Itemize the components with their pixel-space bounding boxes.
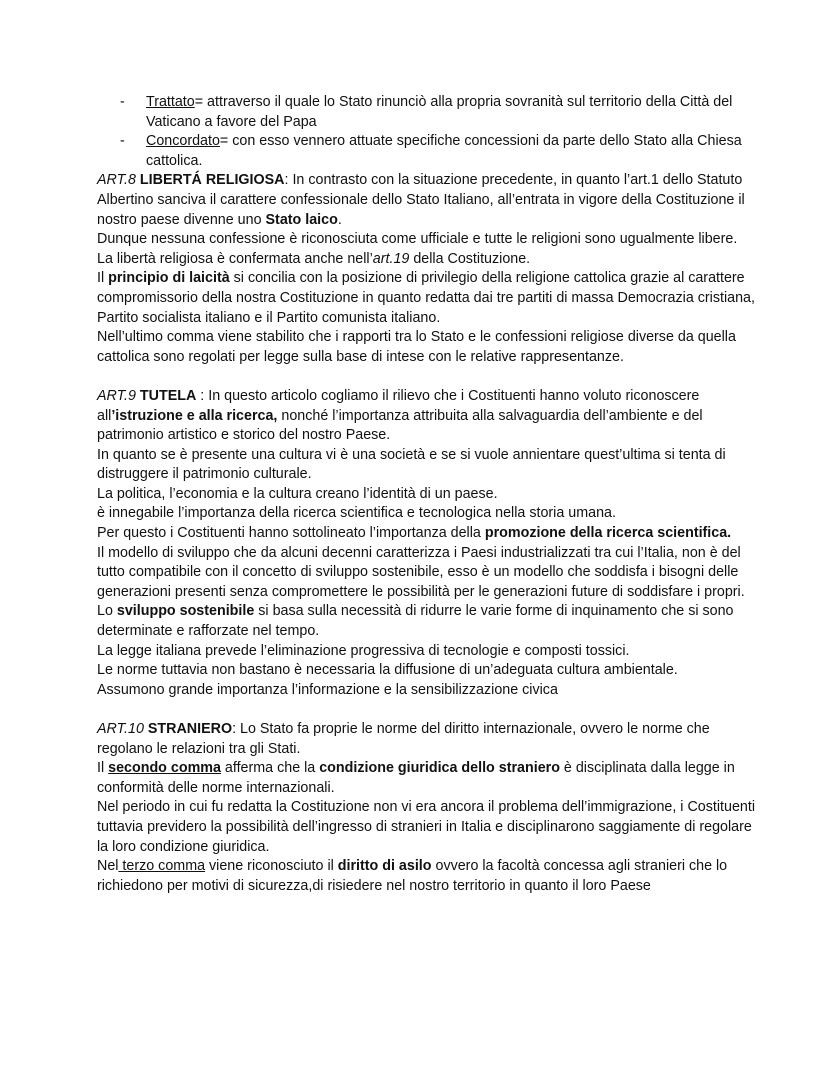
art8-p4-start: Il <box>97 270 109 287</box>
condizione-straniero-term: condizione giuridica dello straniero <box>319 760 560 777</box>
art9-paragraph-3: La politica, l’economia e la cultura creano l’identità di un paese. <box>97 485 498 502</box>
art8-intro-end: . <box>337 211 342 228</box>
art8-paragraph-4 <box>97 269 758 328</box>
art10-title: STRANIERO <box>143 721 233 737</box>
sviluppo-sostenibile-term: sviluppo sostenibile <box>116 603 255 620</box>
art8-p3-end: della Costituzione. <box>409 250 531 267</box>
bullet-item-concordato <box>97 132 758 171</box>
art9-intro-paragraph <box>97 387 758 446</box>
art9-paragraph-4: è innegabile l’importanza della ricerca scientifica e tecnologica nella storia umana. <box>97 505 616 522</box>
art9-intro-text: : In questo articolo cogliamo il rilievo che i Costituenti hanno voluto riconoscere all <box>97 387 700 424</box>
art10-p4-end: ovvero la facoltà concessa agli stranieri che lo richiedono per motivi di sicurezza,di risiedere nel nostro territorio in quanto il loro Paese <box>97 858 728 894</box>
art10-p4-start: Nel <box>97 858 119 875</box>
art9-p5-text: Per questo i Costituenti hanno sottolineato l’importanza della <box>97 525 485 542</box>
art10-p2-text: afferma che la <box>220 760 320 777</box>
art10-intro-text: : Lo Stato fa proprie le norme del diritto internazionale, ovvero le norme che regolano le relazioni tra gli Stati. <box>97 721 710 757</box>
art9-p7-text: si basa sulla necessità di ridurre le varie forme di inquinamento che si sono determinate e rafforzate nel tempo. <box>97 603 734 640</box>
art9-p7-start: Lo <box>97 603 117 620</box>
art9-number: ART.9 <box>97 387 136 404</box>
art10-p2-start: Il <box>97 760 109 777</box>
art8-p3-text: La libertà religiosa è confermata anche nell’ <box>97 250 373 267</box>
art10-intro-paragraph <box>97 720 758 759</box>
art9-paragraph-2: In quanto se è presente una cultura vi è una società e se si vuole annientare quest’ultima si tenta di distruggere il patrimonio culturale. <box>97 446 726 483</box>
art9-paragraph-7 <box>97 602 758 641</box>
art8-paragraph-5: Nell’ultimo comma viene stabilito che i rapporti tra lo Stato e le confessioni religiose diverse da quella cattolica sono regolati per legge sulla base di intese con le relative rappresentanze. <box>97 329 736 365</box>
term-trattato: Trattato <box>146 94 195 110</box>
art9-paragraph-8: La legge italiana prevede l’eliminazione progressiva di tecnologie e composti tossici. <box>97 642 630 659</box>
istruzione-ricerca-term: ’istruzione e alla ricerca, <box>111 407 278 424</box>
section-spacer <box>97 367 758 387</box>
art8-paragraph-2: Dunque nessuna confessione è riconosciuta come ufficiale e tutte le religioni sono ugualmente libere. <box>97 231 738 248</box>
article-8-section <box>97 171 758 367</box>
art8-paragraph-3 <box>97 250 758 270</box>
bullet-text: = con esso vennero attuate specifiche concessioni da parte dello Stato alla Chiesa cattolica. <box>146 133 742 169</box>
art9-intro-text-2: nonché l’importanza attribuita alla salvaguardia dell’ambiente e del patrimonio artistico e storico del nostro Paese. <box>97 407 703 444</box>
art9-paragraph-5 <box>97 524 758 544</box>
stato-laico-term: Stato laico <box>265 211 338 228</box>
section-spacer <box>97 700 758 720</box>
art10-p2-end: è disciplinata dalla legge in conformità delle norme internazionali. <box>97 760 735 796</box>
art9-paragraph-9: Le norme tuttavia non bastano è necessaria la diffusione di un’adeguata cultura ambientale. <box>97 662 678 679</box>
bullet-list <box>97 93 758 171</box>
art9-paragraph-10: Assumono grande importanza l’informazione e la sensibilizzazione civica <box>97 681 558 698</box>
art10-paragraph-3: Nel periodo in cui fu redatta la Costituzione non vi era ancora il problema dell’immigrazione, i Costituenti tuttavia previdero la possibilità dell’ingresso di stranieri in Italia e disciplinarono saggiamente di regolare la loro condizione giuridica. <box>97 799 755 855</box>
term-concordato: Concordato <box>146 133 220 150</box>
art8-p4-text: si concilia con la posizione di privilegio della religione cattolica grazie al carattere compromissorio della nostra Costituzione in quanto redatta dai tre partiti di massa Democrazia cristiana, Partito socialista italiano e il Partito comunista italiano. <box>97 270 755 326</box>
art8-intro-paragraph <box>97 171 758 230</box>
art10-paragraph-4 <box>97 857 758 896</box>
article-9-section <box>97 387 758 701</box>
art8-intro-text: : In contrasto con la situazione precedente, in quanto l’art.1 dello Statuto Albertino sanciva il carattere confessionale dello Stato Italiano, all’entrata in vigore della Costituzione il nostro paese divenne uno <box>97 172 745 228</box>
promozione-ricerca-term: promozione della ricerca scientifica. <box>484 525 732 542</box>
art9-title: TUTELA <box>135 387 197 404</box>
terzo-comma-term: terzo comma <box>118 858 206 875</box>
bullet-dash: - <box>120 133 125 150</box>
art19-reference: art.19 <box>372 250 410 267</box>
diritto-asilo-term: diritto di asilo <box>337 858 432 875</box>
art10-p4-text: viene riconosciuto il <box>205 858 338 875</box>
art9-paragraph-6: Il modello di sviluppo che da alcuni decenni caratterizza i Paesi industrializzati tra cui l’Italia, non è del tutto compatibile con il concetto di sviluppo sostenibile, esso è un modello che soddisfa i bisogni delle generazioni presenti senza compromettere le possibilità per le generazioni future di soddisfare i propri. <box>97 544 745 600</box>
art8-number: ART.8 <box>97 172 136 189</box>
principio-laicita-term: principio di laicità <box>108 270 230 287</box>
art10-paragraph-2 <box>97 759 758 798</box>
art10-number: ART.10 <box>97 721 144 737</box>
bullet-text: = attraverso il quale lo Stato rinunciò alla propria sovranità sul territorio della Città del Vaticano a favore del Papa <box>146 94 733 130</box>
bullet-item-trattato <box>97 93 758 132</box>
article-10-section <box>97 720 758 896</box>
secondo-comma-term: secondo comma <box>108 760 221 777</box>
art8-title: LIBERTÁ RELIGIOSA <box>135 172 285 189</box>
bullet-dash: - <box>120 94 125 110</box>
